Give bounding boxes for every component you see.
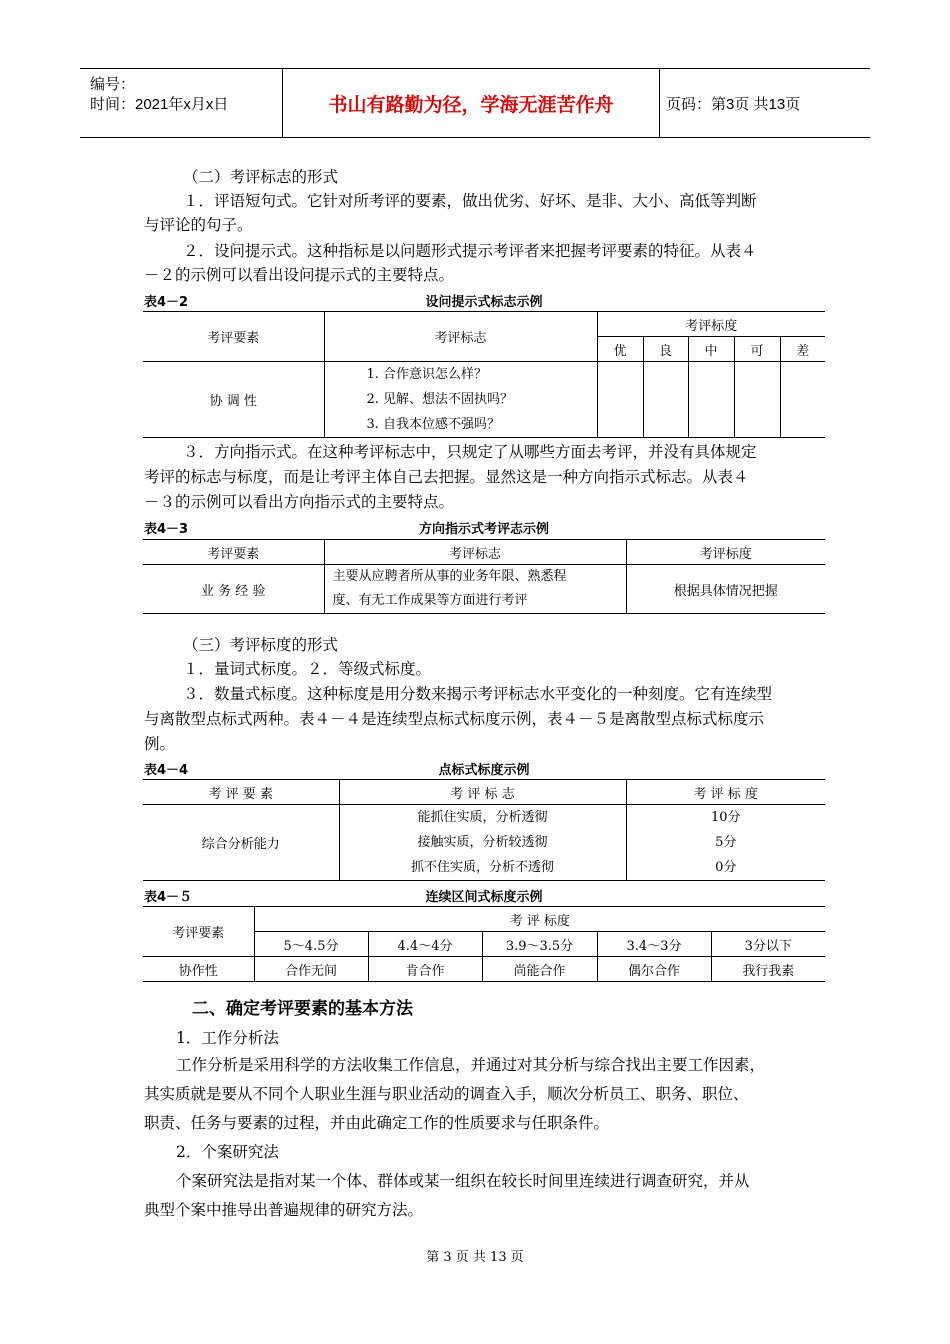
score-item: 10分 <box>710 810 741 825</box>
value-cell: 肯合作 <box>368 957 482 982</box>
header-factor: 考评要素 <box>143 907 254 957</box>
grade-cell: 差 <box>780 337 825 362</box>
grade-cell: 可 <box>734 337 780 362</box>
page-header <box>80 68 870 138</box>
table-4-5 <box>143 906 825 982</box>
scores-cell <box>626 805 825 881</box>
section-title-2: （二）考评标志的形式 <box>183 168 339 186</box>
header-mark: 考评标志 <box>324 540 626 565</box>
table-caption <box>144 291 824 309</box>
table-caption <box>144 886 824 904</box>
subsection-title: 2．个案研究法 <box>176 1143 279 1161</box>
table-number: 表4－4 <box>144 763 189 778</box>
header-mark: 考 评 标 志 <box>339 780 626 805</box>
grade-empty-cell <box>597 362 643 438</box>
scale-cell: 根据具体情况把握 <box>626 565 825 614</box>
mark-item: 能抓住实质，分析透彻 <box>417 810 548 825</box>
factor-cell: 综合分析能力 <box>143 805 339 881</box>
value-cell: 尚能合作 <box>482 957 597 982</box>
section-heading: 二、确定考评要素的基本方法 <box>192 999 413 1019</box>
question-item: 3. 自我本位感不强吗？ <box>366 417 501 432</box>
grade-empty-cell <box>734 362 780 438</box>
paragraph-line: ２．设问提示式。这种指标是以问题形式提示考评者来把握考评要素的特征。从表４ <box>183 242 757 260</box>
table-number: 表4－3 <box>144 522 189 537</box>
value-cell: 合作无间 <box>254 957 368 982</box>
paragraph-line: 典型个案中推导出普遍规律的研究方法。 <box>144 1201 424 1219</box>
header-factor: 考评要素 <box>143 540 324 565</box>
paragraph-line: －３的示例可以看出方向指示式的主要特点。 <box>144 493 455 511</box>
table-title: 点标式标度示例 <box>438 763 530 778</box>
header-scale: 考 评 标 度 <box>626 780 825 805</box>
marks-cell <box>339 805 626 881</box>
range-cell: 5～4.5分 <box>254 932 368 957</box>
header-scale: 考评标度 <box>626 540 825 565</box>
factor-cell: 业 务 经 验 <box>143 565 324 614</box>
grade-empty-cell <box>688 362 734 438</box>
table-number: 表4－５ <box>144 890 193 905</box>
value-cell: 偶尔合作 <box>597 957 711 982</box>
time-label: 时间：2021年x月x日 <box>90 96 229 113</box>
grade-empty-cell <box>780 362 825 438</box>
mark-item: 接触实质，分析较透彻 <box>417 835 548 850</box>
range-cell: 3分以下 <box>711 932 825 957</box>
subsection-title: 1．工作分析法 <box>176 1029 279 1047</box>
question-item: 2. 见解、想法不固执吗？ <box>366 392 514 407</box>
table-4-4 <box>143 779 825 881</box>
table-caption <box>144 518 824 536</box>
header-factor: 考 评 要 素 <box>143 780 339 805</box>
header-factor: 考评要素 <box>143 312 324 362</box>
table-title: 连续区间式标度示例 <box>425 890 543 905</box>
table-title: 方向指示式考评志示例 <box>418 522 549 537</box>
section-title-3: （三）考评标度的形式 <box>183 636 339 654</box>
paragraph-line: ３．数量式标度。这种标度是用分数来揭示考评标志水平变化的一种刻度。它有连续型 <box>183 685 773 703</box>
paragraph-line: 考评的标志与标度，而是让考评主体自己去把握。显然这是一种方向指示式标志。从表４ <box>144 468 749 486</box>
range-cell: 3.4～3分 <box>597 932 711 957</box>
paragraph-line: 与评论的句子。 <box>144 216 253 234</box>
paragraph-line: １．量词式标度。２．等级式标度。 <box>183 660 432 678</box>
paragraph-line: 工作分析是采用科学的方法收集工作信息，并通过对其分析与综合找出主要工作因素， <box>176 1056 766 1074</box>
mark-line: 主要从应聘者所从事的业务年限、熟悉程 <box>332 569 567 584</box>
value-cell: 我行我素 <box>711 957 825 982</box>
header-scale: 考评标度 <box>597 312 825 337</box>
paragraph-line: １．评语短句式。它针对所考评的要素，做出优劣、好坏、是非、大小、高低等判断 <box>183 192 757 210</box>
table-title: 设问提示式标志示例 <box>425 295 543 310</box>
paragraph-line: ３．方向指示式。在这种考评标志中，只规定了从哪些方面去考评，并没有具体规定 <box>183 443 757 461</box>
grade-cell: 中 <box>688 337 734 362</box>
header-scale: 考 评 标度 <box>254 907 825 932</box>
paragraph-line: 其实质就是要从不同个人职业生涯与职业活动的调查入手，顺次分析员工、职务、职位、 <box>144 1085 749 1103</box>
header-page-info: 页码：第3页 共13页 <box>666 95 801 113</box>
grade-empty-cell <box>643 362 688 438</box>
grade-cell: 良 <box>643 337 688 362</box>
score-item: 5分 <box>715 835 737 850</box>
header-mark: 考评标志 <box>324 312 597 362</box>
factor-cell: 协 调 性 <box>143 362 324 438</box>
table-number: 表4－2 <box>144 295 189 310</box>
range-cell: 4.4～4分 <box>368 932 482 957</box>
score-item: 0分 <box>715 860 737 875</box>
paragraph-line: 职责、任务与要素的过程，并由此确定工作的性质要求与任职条件。 <box>144 1114 610 1132</box>
header-meta-cell <box>80 69 283 137</box>
factor-cell: 协作性 <box>143 957 254 982</box>
range-cell: 3.9～3.5分 <box>482 932 597 957</box>
page-footer: 第 3 页 共 13 页 <box>426 1250 524 1265</box>
grade-cell: 优 <box>597 337 643 362</box>
paragraph-line: 例。 <box>144 735 176 753</box>
table-caption <box>144 759 824 777</box>
table-4-2 <box>143 311 825 438</box>
question-item: 1. 合作意识怎么样？ <box>366 367 488 382</box>
paragraph-line: 个案研究法是指对某一个体、群体或某一组织在较长时间里连续进行调查研究，并从 <box>176 1172 750 1190</box>
mark-item: 抓不住实质，分析不透彻 <box>410 860 554 875</box>
paragraph-line: －２的示例可以看出设问提示式的主要特点。 <box>144 266 455 284</box>
table-4-3 <box>143 539 825 614</box>
questions-cell <box>324 362 597 438</box>
paragraph-line: 与离散型点标式两种。表４－４是连续型点标式标度示例，表４－５是离散型点标式标度示 <box>144 710 765 728</box>
mark-line: 度、有无工作成果等方面进行考评 <box>332 593 528 608</box>
serial-label: 编号： <box>90 76 136 93</box>
header-motto: 书山有路勤为径，学海无涯苦作舟 <box>283 69 660 137</box>
mark-cell <box>324 565 626 614</box>
